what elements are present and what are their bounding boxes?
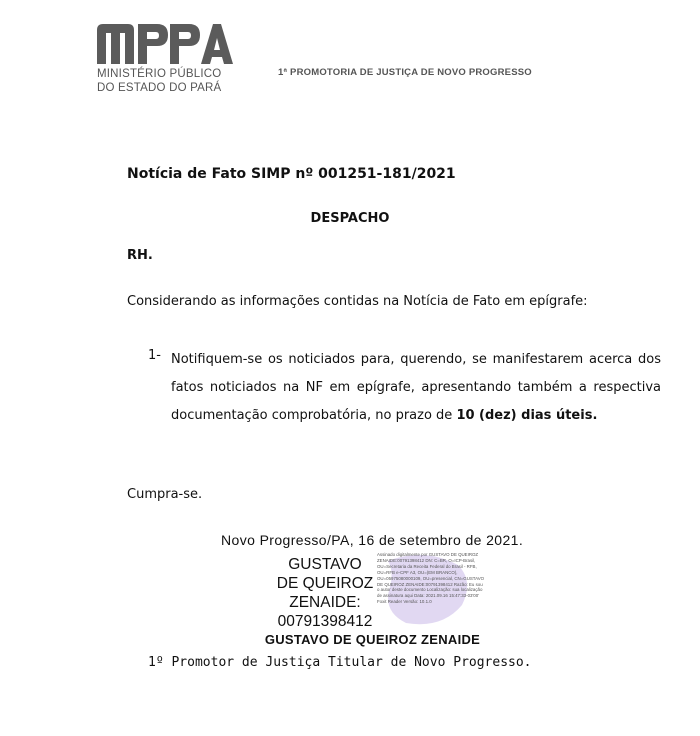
- mppa-logo: [97, 24, 233, 64]
- institution-line-1: MINISTÉRIO PÚBLICO: [97, 68, 222, 80]
- document-heading: DESPACHO: [310, 211, 390, 226]
- intro-paragraph: Considerando as informações contidas na Notícia de Fato em epígrafe:: [127, 294, 588, 309]
- signature-name: [272, 555, 378, 631]
- institution-line-2: DO ESTADO DO PARÁ: [97, 82, 222, 94]
- signer-role: 1º Promotor de Justiça Titular de Novo Progresso.: [148, 655, 532, 670]
- signature-name-line-1: GUSTAVO: [288, 556, 362, 573]
- signature-name-line-2: DE QUEIROZ: [276, 575, 374, 592]
- signer-name: GUSTAVO DE QUEIROZ ZENAIDE: [264, 632, 481, 647]
- promotoria-header: 1ª PROMOTORIA DE JUSTIÇA DE NOVO PROGRESSO: [278, 67, 532, 78]
- signature-name-line-4: 00791398412: [277, 613, 373, 630]
- closing-text: Cumpra-se.: [127, 487, 203, 502]
- item-paragraph: [171, 346, 661, 430]
- place-date: Novo Progresso/PA, 16 de setembro de 2021.: [221, 532, 524, 548]
- item-end: .: [592, 408, 598, 423]
- signature-details: Assinado digitalmente por GUSTAVO DE QUEIROZ ZENAIDE:00791398412 DN: C=BR, O=ICP-Brasil, OU=Secretaria da Receita Federal do Brasil - RFB, OU=RFB e-CPF A3, OU=(EM BRANCO), OU=05975080000109, OU=presencial, CN=GUSTAVO DE QUEIROZ ZENAIDE:00791398412 Razão: Eu sou o autor deste documento Localização: sua localização de assinatura aqui Data: 2021.09.16 15:47:33-03'00' Foxit Reader Versão: 10.1.0: [377, 552, 485, 605]
- document-title: Notícia de Fato SIMP nº 001251-181/2021: [127, 166, 456, 182]
- item-number: 1-: [148, 348, 161, 363]
- item-text: Notifiquem-se os noticiados para, querendo, se manifestarem acerca dos fatos noticiados na NF em epígrafe, apresentando também a respectiva documentação comprobatória, no prazo de: [171, 352, 661, 423]
- rh-label: RH.: [127, 248, 153, 263]
- signature-name-line-3: ZENAIDE:: [289, 594, 361, 611]
- item-deadline: 10 (dez) dias úteis: [456, 408, 593, 423]
